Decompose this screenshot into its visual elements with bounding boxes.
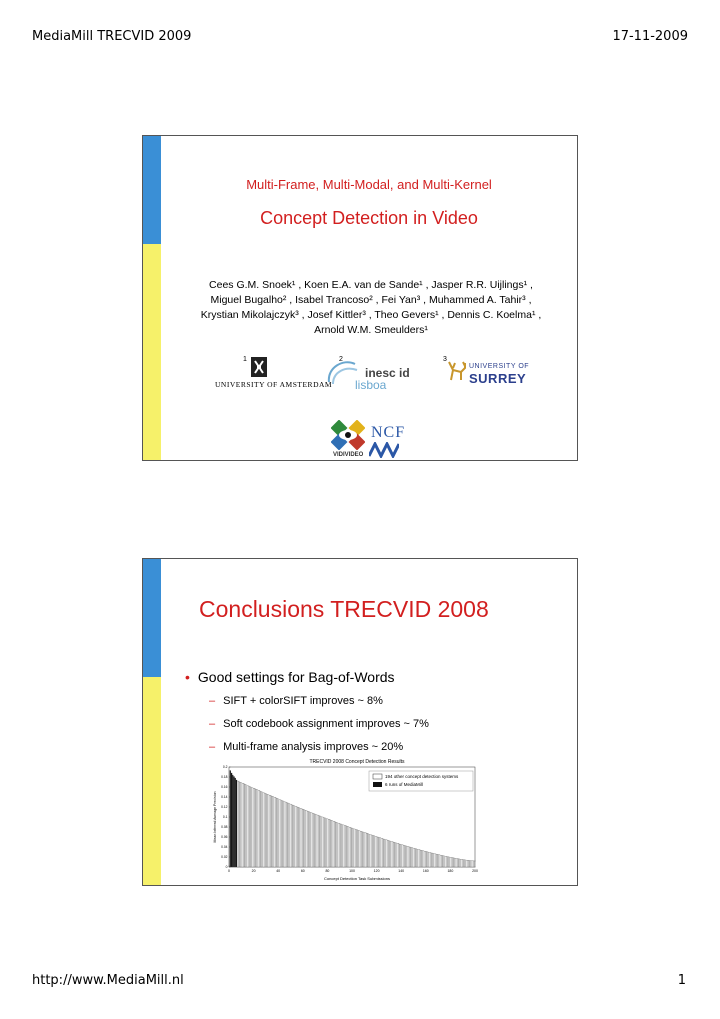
chart-x-label: Concept Detection Task Submissions (324, 876, 390, 881)
sub-bullet-item: – Soft codebook assignment improves ~ 7% (209, 718, 429, 730)
uva-crest-icon (251, 357, 267, 377)
bar-other (370, 835, 371, 867)
bar-other (393, 842, 394, 867)
bar-other (381, 838, 382, 867)
x-tick-label: 160 (422, 869, 429, 873)
bar-other (423, 851, 424, 867)
bar-other (391, 841, 392, 867)
bar-other (326, 818, 327, 867)
bar-other (409, 847, 410, 867)
legend-swatch-other (373, 774, 382, 779)
bar-other (457, 859, 458, 867)
bar-other (465, 860, 466, 867)
bar-other (275, 798, 276, 867)
bar-other (466, 860, 467, 867)
slide-conclusions (142, 558, 578, 886)
bullet-item: • Good settings for Bag-of-Words (185, 669, 395, 685)
bar-other (307, 811, 308, 867)
bar-other (321, 816, 322, 867)
bar-other (407, 846, 408, 867)
bar-other (338, 823, 339, 867)
bar-other (292, 805, 293, 867)
bar-other (247, 785, 248, 867)
bar-other (243, 784, 244, 867)
inesc-city: lisboa (355, 378, 387, 392)
bar-other (305, 810, 306, 867)
bar-other (408, 847, 409, 867)
results-chart (211, 757, 483, 881)
bar-other (290, 804, 291, 867)
bar-other (306, 811, 307, 867)
bar-other (327, 819, 328, 867)
bar-other (315, 814, 316, 867)
chart-legend (369, 771, 473, 791)
bar-other (397, 843, 398, 867)
bar-other (434, 854, 435, 867)
slide-accent-bar (143, 136, 161, 460)
bar-other (258, 790, 259, 867)
bar-other (431, 853, 432, 867)
bar-other (454, 858, 455, 867)
bar-other (433, 853, 434, 867)
page-number: 1 (677, 973, 686, 988)
dash-icon: – (209, 695, 216, 707)
bar-other (417, 849, 418, 867)
logo-number: 1 (243, 356, 247, 363)
bar-other (289, 804, 290, 867)
bar-other (348, 827, 349, 867)
bar-other (331, 820, 332, 867)
y-tick-label: 0 (225, 865, 228, 870)
uva-name: UNIVERSITY OF AMSTERDAM (215, 380, 333, 389)
bar-other (413, 848, 414, 867)
bar-other (379, 837, 380, 867)
bar-other (254, 789, 255, 867)
bar-mediamill (235, 778, 236, 867)
sub-bullet-item: – SIFT + colorSIFT improves ~ 8% (209, 695, 383, 707)
bar-other (385, 839, 386, 867)
x-tick-label: 40 (276, 869, 281, 873)
bar-other (369, 834, 370, 867)
bar-other (386, 840, 387, 867)
bar-other (436, 854, 437, 867)
slide-accent-bar (143, 559, 161, 885)
bar-other (253, 788, 254, 867)
legend-swatch-mediamill (373, 782, 382, 787)
bar-other (329, 820, 330, 867)
bar-other (455, 858, 456, 867)
bar-other (440, 855, 441, 867)
bar-other (280, 800, 281, 867)
bar-other (323, 817, 324, 867)
bar-other (263, 793, 264, 867)
bar-other (471, 861, 472, 867)
bar-other (241, 783, 242, 867)
y-tick-label: 0.02 (221, 855, 228, 860)
bar-other (401, 844, 402, 867)
bar-other (270, 796, 271, 867)
inesc-swirl-icon (325, 358, 359, 386)
bar-other (344, 825, 345, 867)
bar-other (467, 860, 468, 867)
bar-other (260, 791, 261, 867)
bar-other (316, 815, 317, 867)
footer-url: http://www.MediaMill.nl (32, 973, 184, 988)
bar-other (428, 852, 429, 867)
bar-other (313, 814, 314, 867)
bar-other (240, 782, 241, 867)
bar-other (248, 786, 249, 867)
surrey-subtitle: UNIVERSITY OF (469, 363, 530, 370)
bar-other (441, 855, 442, 867)
bar-other (456, 858, 457, 867)
y-tick-label: 0.14 (221, 795, 228, 800)
bar-other (324, 818, 325, 867)
x-tick-label: 120 (373, 869, 380, 873)
bar-other (367, 834, 368, 867)
bar-other (308, 812, 309, 867)
bar-other (450, 857, 451, 867)
bar-other (355, 829, 356, 867)
bar-other (424, 851, 425, 867)
x-tick-label: 60 (300, 869, 305, 873)
bar-other (336, 822, 337, 867)
bar-other (342, 824, 343, 867)
bar-other (276, 798, 277, 867)
bar-other (295, 806, 296, 867)
bar-other (398, 844, 399, 867)
bar-other (461, 859, 462, 867)
bar-other (459, 859, 460, 867)
bar-other (415, 849, 416, 867)
bar-other (350, 828, 351, 867)
bar-other (334, 822, 335, 867)
bar-other (412, 848, 413, 867)
bar-other (419, 850, 420, 867)
author-line: Krystian Mikolajczyk³ , Josef Kittler³ , Theo Gevers¹ , Dennis C. Koelma¹ , (200, 309, 542, 321)
bar-other (414, 848, 415, 867)
bar-other (420, 850, 421, 867)
header-title: MediaMill TRECVID 2009 (32, 29, 192, 44)
bar-other (425, 851, 426, 867)
bar-other (343, 825, 344, 867)
bar-other (322, 817, 323, 867)
bar-other (340, 824, 341, 867)
bar-other (463, 860, 464, 867)
bar-other (283, 801, 284, 867)
bar-other (262, 792, 263, 867)
inesc-name: inesc id (365, 366, 410, 380)
bar-other (430, 853, 431, 867)
bar-other (451, 858, 452, 867)
x-tick-label: 80 (325, 869, 330, 873)
y-tick-label: 0.16 (221, 785, 228, 790)
x-tick-label: 100 (349, 869, 355, 873)
bar-other (345, 826, 346, 867)
bar-other (339, 824, 340, 867)
bar-other (264, 793, 265, 867)
bar-mediamill (233, 777, 234, 868)
bar-other (256, 789, 257, 867)
bar-other (375, 836, 376, 867)
bar-mediamill (230, 771, 231, 868)
bar-other (297, 807, 298, 867)
bar-other (396, 843, 397, 867)
header-date: 17-11-2009 (612, 29, 688, 44)
bar-other (470, 861, 471, 867)
bar-other (372, 835, 373, 867)
bar-other (422, 850, 423, 867)
bar-other (472, 861, 473, 867)
bar-other (299, 808, 300, 867)
bar-other (251, 787, 252, 867)
bar-other (452, 858, 453, 867)
bar-other (291, 805, 292, 867)
y-tick-label: 0.12 (221, 805, 228, 810)
bar-other (374, 836, 375, 867)
bar-other (332, 821, 333, 867)
y-tick-label: 0.04 (221, 845, 228, 850)
bar-other (402, 845, 403, 867)
author-line: Cees G.M. Snoek¹ , Koen E.A. van de Sande¹ , Jasper R.R. Uijlings¹ , (209, 279, 533, 291)
bar-other (333, 821, 334, 867)
slide-heading: Conclusions TRECVID 2008 (199, 596, 489, 622)
bar-other (259, 791, 260, 867)
bar-other (446, 856, 447, 867)
x-tick-label: 20 (251, 869, 256, 873)
bar-other (244, 784, 245, 867)
bar-other (468, 860, 469, 867)
sub-bullet-item: – Multi-frame analysis improves ~ 20% (209, 741, 404, 753)
bar-other (388, 841, 389, 867)
bar-other (296, 807, 297, 867)
bar-other (311, 813, 312, 867)
bar-other (352, 828, 353, 867)
bar-mediamill (232, 775, 233, 867)
bar-other (439, 855, 440, 867)
bar-other (317, 815, 318, 867)
bar-other (360, 831, 361, 867)
bar-other (395, 843, 396, 867)
bar-other (403, 845, 404, 867)
bar-other (268, 795, 269, 867)
bar-other (257, 790, 258, 867)
author-line: Arnold W.M. Smeulders¹ (314, 324, 428, 336)
bar-other (358, 830, 359, 867)
logo-number: 3 (443, 356, 447, 363)
y-tick-label: 0.2 (222, 765, 228, 770)
x-tick-label: 0 (228, 869, 230, 873)
bar-other (356, 830, 357, 867)
author-list (173, 278, 569, 338)
bar-other (320, 816, 321, 867)
bar-other (390, 841, 391, 867)
bar-other (237, 781, 238, 867)
ncf-logo-text: NCF (371, 424, 406, 441)
y-tick-label: 0.08 (221, 825, 228, 830)
bar-other (418, 849, 419, 867)
y-tick-label: 0.1 (222, 815, 228, 820)
bar-other (366, 833, 367, 867)
bar-other (273, 797, 274, 867)
bar-other (310, 812, 311, 867)
legend-entry: 194 other concept detection systems (385, 774, 459, 779)
bar-other (353, 829, 354, 867)
bar-other (278, 799, 279, 867)
bar-other (382, 839, 383, 867)
x-tick-label: 140 (398, 869, 405, 873)
legend-entry: 6 runs of MediaMill (385, 782, 423, 787)
y-tick-label: 0.18 (221, 775, 228, 780)
bar-other (288, 803, 289, 867)
bar-other (294, 806, 295, 867)
bar-other (284, 801, 285, 867)
bar-other (249, 787, 250, 867)
bar-other (349, 827, 350, 867)
bar-other (252, 788, 253, 867)
bar-other (242, 783, 243, 867)
bar-other (300, 808, 301, 867)
chart-y-label: Mean Inferred Average Precision (213, 791, 217, 843)
bullet-dot-icon: • (185, 669, 190, 685)
vidivideo-label: VIDIVIDEO (333, 452, 364, 458)
bar-other (447, 857, 448, 867)
bar-other (286, 803, 287, 867)
surrey-stag-icon (447, 360, 467, 382)
bar-other (383, 839, 384, 867)
bar-other (359, 831, 360, 867)
bar-other (475, 861, 476, 867)
slide-title-line2: Concept Detection in Video (260, 208, 478, 228)
x-tick-label: 180 (447, 869, 454, 873)
bar-other (246, 785, 247, 867)
bar-other (376, 837, 377, 867)
bar-other (449, 857, 450, 867)
bar-other (399, 844, 400, 867)
bar-mediamill (236, 780, 237, 867)
bar-other (371, 835, 372, 867)
bar-other (406, 846, 407, 867)
bar-other (377, 837, 378, 867)
bar-other (281, 800, 282, 867)
bar-other (304, 810, 305, 867)
chart-title: TRECVID 2008 Concept Detection Results (309, 759, 405, 765)
bar-other (392, 842, 393, 867)
surrey-name: SURREY (469, 371, 527, 386)
bar-other (272, 796, 273, 867)
bar-other (328, 819, 329, 867)
bar-other (364, 832, 365, 867)
x-tick-label: 200 (472, 869, 478, 873)
slide-title-line1: Multi-Frame, Multi-Modal, and Multi-Kernel (246, 177, 492, 192)
bar-other (387, 840, 388, 867)
bar-other (302, 809, 303, 867)
bar-other (363, 832, 364, 867)
dash-icon: – (209, 741, 216, 753)
bar-other (444, 856, 445, 867)
bar-other (462, 860, 463, 867)
bar-other (427, 852, 428, 867)
bar-other (269, 795, 270, 867)
bar-other (318, 816, 319, 867)
logo-number: 2 (339, 356, 343, 363)
bar-other (301, 809, 302, 867)
bar-other (380, 838, 381, 867)
bar-other (238, 782, 239, 867)
bar-other (445, 856, 446, 867)
y-tick-label: 0.06 (221, 835, 228, 840)
bar-mediamill (231, 773, 232, 867)
author-line: Miguel Bugalho² , Isabel Trancoso² , Fei Yan³ , Muhammed A. Tahir³ , (210, 294, 532, 306)
bar-other (443, 856, 444, 867)
dash-icon: – (209, 718, 216, 730)
bar-other (435, 854, 436, 867)
bar-other (285, 802, 286, 867)
slide-title (142, 135, 578, 461)
bar-other (404, 846, 405, 867)
bar-other (438, 855, 439, 867)
bar-other (337, 823, 338, 867)
bar-other (347, 826, 348, 867)
bar-other (354, 829, 355, 867)
stw-logo-icon (369, 442, 399, 458)
bar-other (429, 852, 430, 867)
bar-other (265, 794, 266, 867)
bar-other (460, 859, 461, 867)
bar-other (473, 861, 474, 867)
bar-other (267, 794, 268, 867)
bar-other (411, 847, 412, 867)
bar-other (274, 797, 275, 867)
bar-other (312, 813, 313, 867)
vidivideo-eye-icon (331, 420, 365, 450)
bar-other (365, 833, 366, 867)
bar-other (279, 799, 280, 867)
bar-other (361, 832, 362, 867)
